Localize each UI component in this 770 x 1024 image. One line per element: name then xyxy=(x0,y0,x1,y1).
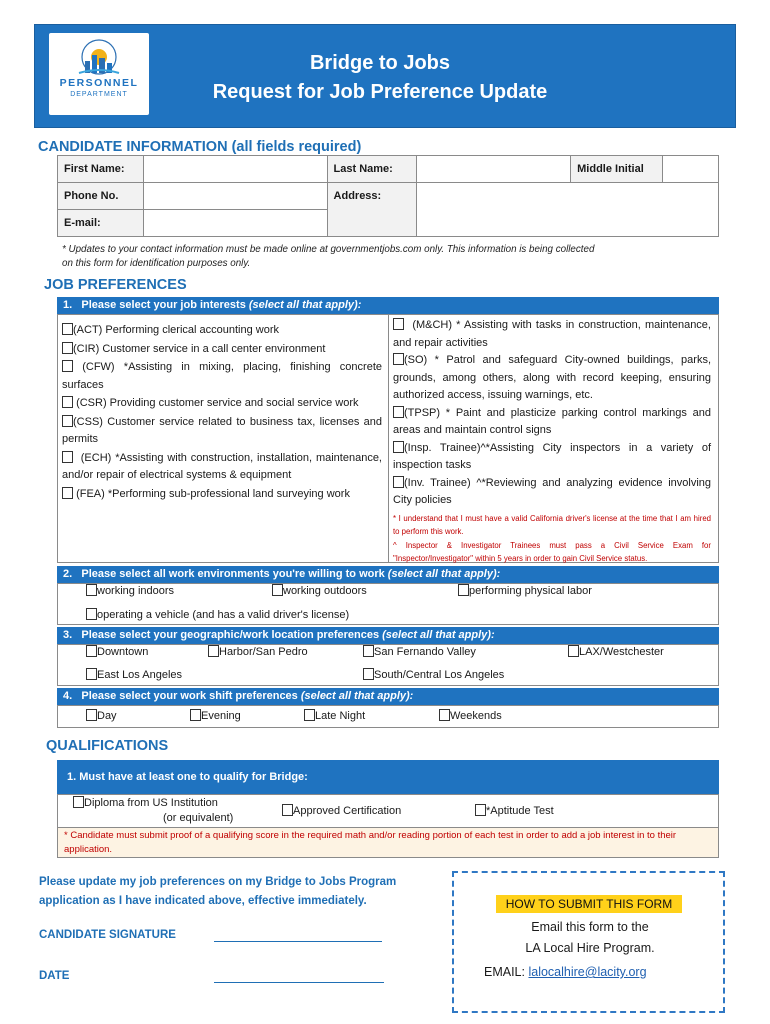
contact-update-note xyxy=(62,243,712,271)
qualifications-title: QUALIFICATIONS xyxy=(46,738,169,754)
left-job-options xyxy=(62,322,382,503)
qual-option-sublabel: (or equivalent) xyxy=(163,812,234,824)
env-option-label: working indoors xyxy=(97,585,175,597)
inspector-trainee-note: ^ Inspector & Investigator Trainees must pass a Civil Service Exam for "Inspector/Investigator" within 5 years in order to gain Civil Service status. xyxy=(393,540,711,563)
q3-text: Please select your geographic/work location preferences xyxy=(81,629,383,641)
job-option-label: (Inv. Trainee) ^*Reviewing and analyzing evidence involving City policies xyxy=(393,476,711,506)
loc-option-label: East Los Angeles xyxy=(97,669,183,681)
checkbox[interactable] xyxy=(272,584,283,596)
checkbox[interactable] xyxy=(62,323,73,335)
middle-initial-field[interactable] xyxy=(663,156,719,183)
header-banner xyxy=(34,24,736,128)
note-line-2: on this form for identification purposes only. xyxy=(62,258,251,269)
qual-option-diploma[interactable] xyxy=(73,796,233,826)
job-option-cfw[interactable] xyxy=(62,359,382,394)
job-option-act[interactable] xyxy=(62,322,382,340)
job-option-label: (CSR) Providing customer service and social service work xyxy=(76,397,359,409)
q4-number: 4. xyxy=(63,690,73,702)
job-preferences-title: JOB PREFERENCES xyxy=(44,277,187,293)
city-seal-icon xyxy=(49,33,149,115)
checkbox[interactable] xyxy=(62,451,73,463)
first-name-field[interactable] xyxy=(143,156,327,183)
phone-field[interactable] xyxy=(143,183,327,210)
right-job-options xyxy=(393,317,711,566)
env-option-vehicle[interactable] xyxy=(86,608,349,621)
checkbox[interactable] xyxy=(282,804,293,816)
q2-italic: (select all that apply): xyxy=(387,568,501,580)
loc-option-label: LAX/Westchester xyxy=(579,646,664,658)
q1-text: Please select your job interests xyxy=(81,299,249,311)
checkbox[interactable] xyxy=(393,441,404,453)
env-option-label: working outdoors xyxy=(283,585,367,597)
checkbox[interactable] xyxy=(475,804,486,816)
checkbox[interactable] xyxy=(62,415,73,427)
job-option-fea[interactable] xyxy=(62,486,382,504)
update-statement xyxy=(39,873,396,911)
q3-number: 3. xyxy=(63,629,73,641)
loc-option-sfv[interactable] xyxy=(363,645,476,658)
checkbox[interactable] xyxy=(363,645,374,657)
job-interests-bar xyxy=(57,297,719,314)
submit-email xyxy=(484,965,647,979)
checkbox[interactable] xyxy=(73,796,84,808)
checkbox[interactable] xyxy=(62,360,73,372)
email-field[interactable] xyxy=(143,210,327,237)
submit-instructions xyxy=(455,917,725,959)
email-label: E-mail: xyxy=(58,210,144,237)
loc-option-east-la[interactable] xyxy=(86,668,182,681)
last-name-label: Last Name: xyxy=(327,156,417,183)
qualifications-bar: 1. Must have at least one to qualify for Bridge: xyxy=(57,760,719,794)
loc-option-harbor[interactable] xyxy=(208,645,308,658)
shift-option-label: Evening xyxy=(201,710,241,722)
drivers-license-note: * I understand that I must have a valid California driver's license at the time that I am hired to perform this work. xyxy=(393,513,711,536)
checkbox[interactable] xyxy=(393,353,404,365)
qual-option-certification[interactable] xyxy=(282,804,401,817)
q2-number: 2. xyxy=(63,568,73,580)
shift-option-weekends[interactable] xyxy=(439,709,502,722)
phone-label: Phone No. xyxy=(58,183,144,210)
q3-italic: (select all that apply): xyxy=(382,629,495,641)
shift-bar xyxy=(57,688,719,705)
job-option-label: (SO) * Patrol and safeguard City-owned buildings, parks, grounds, among others, along with record keeping, ensuring authorized access, issuing warnings, etc. xyxy=(393,354,711,401)
checkbox[interactable] xyxy=(190,709,201,721)
submit-line-2: LA Local Hire Program. xyxy=(525,941,655,955)
job-interests-divider xyxy=(388,314,389,563)
aptitude-test-note: * Candidate must submit proof of a qualifying score in the required math and/or reading portion of each test in order to add a job interest in to their application. xyxy=(57,828,719,858)
checkbox[interactable] xyxy=(458,584,469,596)
env-option-indoors[interactable] xyxy=(86,584,174,597)
loc-option-label: San Fernando Valley xyxy=(374,646,476,658)
checkbox[interactable] xyxy=(568,645,579,657)
page-title xyxy=(155,49,605,107)
checkbox[interactable] xyxy=(393,318,404,330)
submit-line-1: Email this form to the xyxy=(531,920,649,934)
job-option-mch[interactable] xyxy=(393,317,711,352)
personnel-department-logo xyxy=(49,33,149,115)
checkbox[interactable] xyxy=(86,668,97,680)
shift-option-day[interactable] xyxy=(86,709,117,722)
loc-option-label: Downtown xyxy=(97,646,149,658)
job-option-label: (M&CH) * Assisting with tasks in construction, maintenance, and repair activities xyxy=(393,319,711,349)
shift-box xyxy=(57,705,719,728)
checkbox[interactable] xyxy=(208,645,219,657)
env-option-label: operating a vehicle (and has a valid driver's license) xyxy=(97,609,350,621)
date-line[interactable] xyxy=(214,982,384,983)
title-line-1: Bridge to Jobs xyxy=(309,52,450,74)
qual-option-label: Approved Certification xyxy=(293,805,402,817)
checkbox[interactable] xyxy=(363,668,374,680)
address-field[interactable] xyxy=(417,183,719,237)
job-option-css[interactable] xyxy=(62,414,382,449)
signature-label: CANDIDATE SIGNATURE xyxy=(39,929,176,941)
q1-number: 1. xyxy=(63,299,73,311)
checkbox[interactable] xyxy=(86,608,97,620)
email-label-text: EMAIL: xyxy=(484,965,529,979)
job-option-inv-trainee[interactable] xyxy=(393,475,711,510)
job-option-label: (CIR) Customer service in a call center environment xyxy=(73,342,326,355)
job-option-label: (TPSP) * Paint and plasticize parking control markings and areas and maintain control signs xyxy=(393,406,711,436)
checkbox[interactable] xyxy=(62,396,73,408)
title-line-2: Request for Job Preference Update xyxy=(212,81,548,103)
checkbox[interactable] xyxy=(393,476,404,488)
shift-option-label: Day xyxy=(97,710,117,722)
job-option-csr[interactable] xyxy=(62,395,382,413)
checkbox[interactable] xyxy=(62,342,73,354)
email-link[interactable]: lalocalhire@lacity.org xyxy=(528,965,647,979)
note-line-1: * Updates to your contact information must be made online at governmentjobs.com only. This information is being collected xyxy=(62,244,595,255)
job-option-label: (ACT) Performing clerical accounting work xyxy=(73,324,280,336)
shift-option-evening[interactable] xyxy=(190,709,241,722)
signature-line[interactable] xyxy=(214,941,382,942)
job-option-ech[interactable] xyxy=(62,450,382,485)
qual-option-label: Diploma from US Institution xyxy=(84,797,218,809)
env-option-physical-labor[interactable] xyxy=(458,584,592,597)
date-label: DATE xyxy=(39,970,70,982)
checkbox[interactable] xyxy=(439,709,450,721)
q4-italic: (select all that apply): xyxy=(300,690,414,702)
qual-option-label: *Aptitude Test xyxy=(486,805,554,817)
job-option-cir[interactable] xyxy=(62,341,382,359)
last-name-field[interactable] xyxy=(417,156,571,183)
loc-option-lax[interactable] xyxy=(568,645,664,658)
first-name-label: First Name: xyxy=(58,156,144,183)
job-option-label: (Insp. Trainee)^*Assisting City inspectors in a variety of inspection tasks xyxy=(393,441,711,471)
candidate-section-title: CANDIDATE INFORMATION (all fields required) xyxy=(38,139,362,155)
env-option-outdoors[interactable] xyxy=(272,584,367,597)
q4-text: Please select your work shift preferences xyxy=(81,690,301,702)
checkbox[interactable] xyxy=(393,406,404,418)
checkbox[interactable] xyxy=(304,709,315,721)
address-label: Address: xyxy=(327,183,417,237)
loc-option-downtown[interactable] xyxy=(86,645,148,658)
location-bar xyxy=(57,627,719,644)
logo-personnel-text: PERSONNEL xyxy=(59,77,139,89)
checkbox[interactable] xyxy=(86,584,97,596)
checkbox[interactable] xyxy=(86,645,97,657)
q1-italic: (select all that apply): xyxy=(248,299,362,311)
job-option-tpsp[interactable] xyxy=(393,405,711,440)
statement-line-2: application as I have indicated above, effective immediately. xyxy=(39,895,367,907)
statement-line-1: Please update my job preferences on my Bridge to Jobs Program xyxy=(39,876,397,888)
work-environment-bar xyxy=(57,566,719,583)
candidate-info-table xyxy=(57,155,719,237)
job-option-label: (CFW) *Assisting in mixing, placing, finishing concrete surfaces xyxy=(62,361,383,391)
env-option-label: performing physical labor xyxy=(469,585,592,597)
q2-text: Please select all work environments you're willing to work xyxy=(81,568,388,580)
shift-option-label: Late Night xyxy=(315,710,366,722)
checkbox[interactable] xyxy=(62,487,73,499)
shift-option-late-night[interactable] xyxy=(304,709,365,722)
loc-option-south-central[interactable] xyxy=(363,668,504,681)
submit-header: HOW TO SUBMIT THIS FORM xyxy=(496,895,682,913)
job-option-insp-trainee[interactable] xyxy=(393,440,711,475)
shift-option-label: Weekends xyxy=(450,710,502,722)
qual-option-aptitude[interactable] xyxy=(475,804,554,817)
job-option-label: (FEA) *Performing sub-professional land surveying work xyxy=(76,487,350,500)
logo-department-text: DEPARTMENT xyxy=(70,91,128,98)
middle-initial-label: Middle Initial xyxy=(571,156,663,183)
loc-option-label: South/Central Los Angeles xyxy=(374,669,505,681)
job-option-label: (ECH) *Assisting with construction, installation, maintenance, and/or repair of electrical systems & equipment xyxy=(62,451,382,481)
job-option-label: (CSS) Customer service related to business tax, licenses and permits xyxy=(62,415,382,445)
checkbox[interactable] xyxy=(86,709,97,721)
job-option-so[interactable] xyxy=(393,352,711,405)
loc-option-label: Harbor/San Pedro xyxy=(219,646,308,658)
